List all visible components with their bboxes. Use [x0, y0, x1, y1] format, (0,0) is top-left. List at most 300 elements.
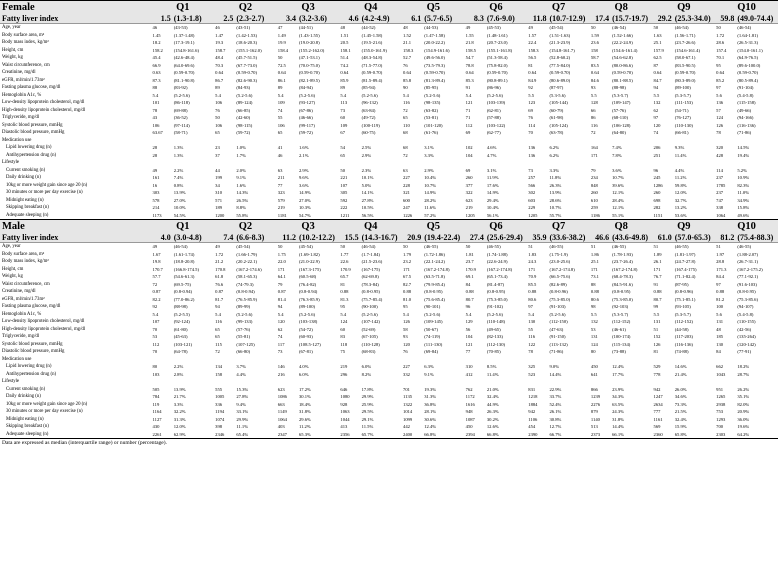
- row-value: 2.0%: [236, 167, 246, 173]
- row-value: 3.3%: [549, 167, 560, 173]
- table-row: [0, 129, 778, 137]
- row-value: 1.49: [277, 32, 286, 38]
- row-value: (0.8-0.95): [612, 289, 631, 295]
- row-value: (1.56-1.71): [674, 32, 696, 38]
- row-value: 82.2: [152, 296, 161, 302]
- row-value: (5.2-5.6): [236, 92, 253, 98]
- row-value: 784: [152, 394, 160, 400]
- lifestyle-row: [0, 197, 778, 205]
- row-value: 63: [403, 167, 408, 173]
- quantile-header: Q5: [426, 220, 441, 232]
- row-value: (58.0-67.1): [674, 55, 696, 61]
- row-value: 50: [590, 25, 596, 31]
- row-value: 69: [465, 130, 471, 136]
- row-value: 80: [152, 364, 158, 370]
- row-value: (60-79): [549, 107, 564, 113]
- row-value: 85.9: [340, 77, 349, 83]
- row-value: 1293: [716, 416, 726, 422]
- row-value: 158.2: [152, 47, 163, 53]
- row-value: (24.7-27.8): [674, 259, 696, 265]
- row-value: 64.2%: [737, 431, 750, 437]
- quantile-median: 3.4: [285, 13, 296, 23]
- quantile-header: Q6: [489, 1, 503, 13]
- row-value: 1.89: [653, 251, 662, 257]
- row-value: (1.43-1.55): [298, 32, 320, 38]
- row-value: (21.0-22.9): [298, 259, 320, 265]
- lifestyle-row: [0, 393, 778, 401]
- row-value: (68-83): [361, 349, 376, 355]
- row-value: 0.87: [277, 289, 286, 295]
- row-value: (75.3-85.0): [612, 296, 633, 302]
- row-value: 129: [465, 319, 473, 325]
- row-label: Body surface area, m²: [2, 32, 45, 38]
- quantile-range: (57.0-65.3): [674, 232, 711, 242]
- row-value: 117: [277, 341, 285, 347]
- row-value: 2303: [716, 431, 726, 437]
- row-value: 1.45: [152, 32, 161, 38]
- row-value: 10.4%: [486, 205, 499, 211]
- row-value: 58.7: [590, 55, 599, 61]
- row-value: 171: [277, 266, 285, 272]
- row-value: 1194: [215, 409, 225, 415]
- row-value: (44-53): [424, 25, 438, 31]
- row-value: 65.7%: [361, 431, 374, 437]
- row-value: 121: [465, 100, 473, 106]
- row-value: 569: [653, 424, 661, 430]
- row-value: (69-88): [173, 107, 188, 113]
- row-label: Age, year: [2, 25, 21, 31]
- table-row: [0, 47, 778, 55]
- row-value: 158.3: [403, 47, 414, 53]
- row-value: 260: [653, 190, 661, 196]
- row-value: 19.3%: [424, 386, 437, 392]
- row-value: (167.3-175): [298, 266, 321, 272]
- row-value: 29.4%: [486, 197, 499, 203]
- row-value: (45-53): [486, 25, 501, 31]
- row-value: 106: [215, 100, 223, 106]
- row-value: (75.3-85.0): [549, 296, 571, 302]
- row-value: 22.6: [340, 259, 349, 265]
- row-value: (57-76): [236, 326, 251, 332]
- row-value: (1.47-1.58): [424, 32, 445, 38]
- row-value: 70.3: [215, 62, 224, 68]
- row-value: (91.6-103): [737, 281, 757, 287]
- row-value: 124: [716, 115, 724, 121]
- row-value: 76: [403, 62, 408, 68]
- row-value: (46-54): [612, 25, 626, 31]
- row-label: Age, year: [2, 244, 21, 250]
- row-value: 110: [403, 122, 410, 128]
- row-value: 12.0%: [674, 190, 687, 196]
- row-value: 5.2%: [737, 167, 747, 173]
- quantile-range: (49.0-74.4): [737, 13, 774, 23]
- row-value: 31.8%: [612, 416, 624, 422]
- row-value: 1.75: [277, 251, 286, 257]
- row-value: 66.1%: [612, 431, 624, 437]
- row-value: 21.7%: [173, 394, 186, 400]
- row-value: (5.2-5.6): [486, 311, 503, 317]
- row-value: (46-54): [674, 25, 689, 31]
- row-label: Diastolic blood pressure, mmHg: [2, 130, 65, 136]
- row-value: (94-166): [737, 115, 754, 121]
- row-value: 74: [277, 107, 283, 113]
- row-value: (97-114): [173, 122, 190, 128]
- row-value: (5.4-5.8): [737, 92, 754, 98]
- row-value: 1044: [340, 416, 350, 422]
- row-value: (49-65): [486, 326, 501, 332]
- row-value: 1135: [403, 394, 413, 400]
- row-value: (71-86): [737, 130, 752, 136]
- table-row: [0, 92, 778, 100]
- row-value: 70: [528, 130, 533, 136]
- row-value: 114: [528, 122, 535, 128]
- row-value: (80.5-89.4): [737, 77, 759, 83]
- sex-label: Male: [2, 220, 25, 232]
- row-value: 70.1: [716, 55, 725, 61]
- row-value: (116-136): [737, 122, 756, 128]
- row-value: (0.8-0.94): [173, 289, 193, 295]
- row-value: 170.8: [215, 266, 226, 272]
- medication-row: [0, 363, 778, 371]
- row-value: 65.3%: [298, 431, 311, 437]
- row-value: (81.1-90.8): [173, 77, 195, 83]
- row-value: 227: [403, 364, 410, 370]
- quantile-range: (15.7-19.7): [612, 13, 649, 23]
- row-value: 31.8%: [298, 409, 311, 415]
- row-value: 942: [528, 409, 536, 415]
- row-value: (46-55): [737, 244, 752, 250]
- row-value: (167.2-175.2): [737, 266, 763, 272]
- row-value: 245: [653, 175, 661, 181]
- row-value: 19.8: [152, 259, 161, 265]
- row-value: (45-54): [298, 244, 313, 250]
- row-value: (110-130): [674, 122, 693, 128]
- row-value: (0.8-0.95): [737, 289, 756, 295]
- row-value: (21.5-23.6): [361, 259, 383, 265]
- row-value: 21.2: [215, 259, 224, 265]
- row-value: 77: [277, 182, 283, 188]
- row-value: (46-61): [612, 326, 626, 332]
- row-value: (89-100): [298, 304, 316, 310]
- row-value: 1.83: [528, 251, 537, 257]
- quantile-median: 35.9: [532, 232, 547, 242]
- row-value: 56.5%: [361, 212, 374, 218]
- row-value: 76: [403, 349, 408, 355]
- row-value: 1785: [716, 182, 726, 188]
- row-value: (101-120): [424, 122, 443, 128]
- quantile-range: (19.4-22.4): [424, 232, 461, 242]
- row-value: 610: [590, 197, 598, 203]
- quantile-header: Q8: [614, 220, 628, 232]
- lifestyle-row: [0, 408, 778, 416]
- row-value: 88: [152, 85, 158, 91]
- sex-label: Female: [2, 1, 35, 13]
- row-value: 1.79: [403, 251, 412, 257]
- row-value: 69: [528, 107, 533, 113]
- row-value: 94: [215, 304, 220, 310]
- row-value: (82.6-90.3): [236, 77, 258, 83]
- row-value: 19.9: [277, 40, 286, 46]
- row-value: 118: [340, 341, 348, 347]
- row-value: 67.5: [403, 274, 412, 280]
- row-value: 1161: [653, 416, 663, 422]
- row-value: 116: [403, 100, 410, 106]
- row-value: (112-130): [486, 341, 506, 347]
- row-value: 848: [590, 182, 598, 188]
- quantile-range: (5.7-6.5): [424, 13, 453, 23]
- row-value: (58.1-65.3): [236, 274, 258, 280]
- row-value: 83: [340, 334, 345, 340]
- row-value: (19.0-20.8): [298, 40, 320, 46]
- row-value: (1.48-1.61): [486, 32, 508, 38]
- row-value: 60: [340, 326, 345, 332]
- row-value: 1.6%: [298, 145, 309, 151]
- row-value: 2634: [653, 401, 663, 407]
- row-value: 5.4: [340, 92, 347, 98]
- row-value: 1164: [152, 409, 162, 415]
- table-row: [0, 296, 778, 304]
- row-value: (44-58): [674, 326, 689, 332]
- row-value: 88: [590, 281, 596, 287]
- row-value: 36.8%: [424, 401, 437, 407]
- row-value: (57-88): [486, 115, 501, 121]
- row-value: 80.7: [465, 296, 474, 302]
- row-value: (5.2-5.6): [424, 92, 441, 98]
- row-value: 119: [152, 401, 160, 407]
- row-label: eGFR, ml/min/1.73m²: [2, 296, 45, 302]
- row-value: (54-71): [674, 107, 689, 113]
- row-value: 57: [716, 107, 721, 113]
- row-value: (110-128): [361, 341, 380, 347]
- row-value: 11.4%: [674, 152, 687, 158]
- row-value: (45-54): [236, 244, 251, 250]
- row-value: 81.2: [716, 296, 725, 302]
- row-value: 14.9%: [298, 190, 311, 196]
- row-value: 3.6%: [298, 182, 309, 188]
- row-value: (87-95): [674, 281, 689, 287]
- row-value: (0.8-0.94): [298, 289, 318, 295]
- row-value: 623: [465, 197, 473, 203]
- row-value: 879: [590, 409, 598, 415]
- row-value: (5.2-5.6): [298, 92, 316, 98]
- quantile-range: (1.3-1.8): [173, 13, 202, 23]
- row-value: 1.81: [465, 251, 474, 257]
- row-value: 4.7%: [486, 152, 497, 158]
- row-value: (48.3-54.8): [361, 55, 383, 61]
- row-value: 20.9%: [737, 409, 750, 415]
- row-value: (0.8-0.96): [674, 289, 694, 295]
- row-value: 221: [340, 175, 348, 181]
- row-value: 2390: [528, 431, 538, 437]
- row-value: 442: [403, 424, 410, 430]
- row-value: 171: [528, 266, 536, 272]
- row-value: 26.2%: [737, 386, 750, 392]
- row-value: 48: [340, 25, 345, 31]
- quantile-range: (7.6-9.0): [486, 13, 515, 23]
- row-value: 5.4: [465, 311, 472, 317]
- row-value: 112: [152, 341, 160, 347]
- row-label: Current smoking (n): [6, 386, 46, 392]
- row-value: 51: [653, 244, 659, 250]
- row-value: 33.1%: [236, 409, 249, 415]
- row-value: (46-54): [737, 25, 752, 31]
- row-value: 95: [403, 304, 408, 310]
- row-value: (76.5-85.9): [236, 296, 258, 302]
- row-value: 124: [590, 341, 598, 347]
- row-value: 2.5%: [361, 145, 372, 151]
- row-value: (71.5-77.0): [361, 62, 383, 68]
- row-value: 54.5%: [173, 212, 186, 218]
- row-value: (154.0-161.1): [737, 47, 763, 53]
- row-value: 78: [716, 130, 721, 136]
- row-value: (105-144): [549, 100, 568, 106]
- row-value: 234: [590, 175, 598, 181]
- row-value: 5.5: [590, 92, 597, 98]
- row-value: (1.78-1.93): [612, 251, 633, 257]
- row-value: 115: [215, 341, 222, 347]
- row-value: 51: [528, 244, 533, 250]
- row-value: (155.1-161.8): [486, 47, 513, 53]
- row-value: 10.7%: [424, 182, 437, 188]
- quantile-range: (2.3-2.7): [236, 13, 265, 23]
- row-value: (108.5-127): [298, 341, 321, 347]
- row-value: (89-124): [236, 100, 253, 106]
- row-value: (46-54): [173, 244, 188, 250]
- table-row: [0, 258, 778, 266]
- row-value: (167.2-174.8): [486, 266, 513, 272]
- medication-title-row: [0, 137, 778, 145]
- lifestyle-row: [0, 423, 778, 431]
- row-value: 228: [403, 182, 410, 188]
- row-value: 377: [465, 182, 473, 188]
- row-value: 555: [215, 386, 223, 392]
- quantile-header: Q8: [614, 1, 628, 13]
- row-value: 430: [152, 424, 160, 430]
- row-value: 28.4%: [612, 197, 624, 203]
- row-value: (86-96): [486, 85, 501, 91]
- lifestyle-row: [0, 182, 778, 190]
- quantile-range: (10.7-12.9): [549, 13, 586, 23]
- row-value: 1322: [403, 401, 413, 407]
- row-value: 338: [716, 205, 724, 211]
- row-value: 18.2: [152, 40, 161, 46]
- row-value: 171: [403, 266, 410, 272]
- row-value: 9.1%: [236, 175, 246, 181]
- row-value: 82.0%: [737, 401, 750, 407]
- row-value: 29.6%: [298, 416, 311, 422]
- row-value: 73.1: [590, 274, 599, 280]
- row-value: (22.2-24.9): [612, 40, 633, 46]
- quantile-header: Q6: [489, 220, 503, 232]
- row-value: 321: [403, 190, 410, 196]
- row-value: (77.5-84.0): [549, 62, 571, 68]
- row-value: 48.4: [215, 55, 224, 61]
- row-value: (86-118): [173, 100, 190, 106]
- quantile-header: Q1: [176, 1, 190, 13]
- row-value: 34.3%: [612, 394, 624, 400]
- row-value: (81.3-89.4): [424, 77, 445, 83]
- row-value: 85.5: [528, 281, 537, 287]
- row-value: 1.97: [716, 251, 725, 257]
- row-value: 1.3%: [173, 145, 184, 151]
- row-value: (92-124): [173, 319, 190, 325]
- quantile-median: 17.4: [595, 13, 610, 23]
- row-value: (167.2-174.6): [236, 266, 262, 272]
- row-value: (117-203): [674, 334, 693, 340]
- row-value: 53.6%: [674, 212, 687, 218]
- row-value: 5.5: [590, 311, 597, 317]
- row-value: (0.59-0.70): [298, 70, 320, 76]
- row-value: 9.0%: [549, 364, 560, 370]
- row-value: (62-69.8): [361, 274, 379, 280]
- table-row: [0, 114, 778, 122]
- row-label: Midnight eating (n): [6, 416, 44, 422]
- row-value: 50: [277, 244, 283, 250]
- row-value: 93: [403, 334, 408, 340]
- row-value: (67-86): [298, 107, 313, 113]
- quantile-median: 29.2: [657, 13, 672, 23]
- row-label: Triglyceride, mg/dl: [2, 334, 40, 340]
- row-value: 0.64: [465, 70, 474, 76]
- row-value: 10.4%: [424, 175, 437, 181]
- quantile-header: Q10: [737, 1, 756, 13]
- row-value: (42.6-48.4): [173, 55, 195, 61]
- row-value: (74-79.3): [236, 281, 254, 287]
- table-row: [0, 273, 778, 281]
- row-value: (75.3-85.6): [737, 296, 759, 302]
- row-value: (23.7-26.6): [674, 40, 696, 46]
- row-value: 30.1%: [298, 394, 311, 400]
- row-value: 76.6: [215, 281, 224, 287]
- row-value: 158: [590, 47, 598, 53]
- row-value: (110-155): [737, 319, 756, 325]
- row-value: 14.9%: [424, 190, 437, 196]
- row-value: (167.4-175): [674, 266, 697, 272]
- row-value: 19.3: [215, 40, 224, 46]
- table-row: [0, 311, 778, 319]
- row-value: 81: [653, 349, 659, 355]
- lifestyle-row: [0, 416, 778, 424]
- row-value: (1.42-1.53): [236, 32, 258, 38]
- row-value: 53: [590, 326, 596, 332]
- row-value: 82.7: [403, 281, 412, 287]
- quantile-median: 7.4: [223, 232, 234, 242]
- row-value: 49: [152, 244, 158, 250]
- row-value: (64-78): [173, 349, 188, 355]
- row-value: (1.7-1.84): [361, 251, 380, 257]
- row-value: 14.1%: [361, 190, 374, 196]
- row-value: 50: [465, 244, 471, 250]
- row-value: 65: [277, 130, 283, 136]
- row-value: 17.6%: [486, 182, 499, 188]
- row-value: (46-55): [549, 244, 564, 250]
- row-value: 100: [716, 304, 724, 310]
- row-value: (5.3-5.7): [674, 311, 691, 317]
- row-value: 91: [653, 281, 659, 287]
- row-value: 260: [590, 190, 598, 196]
- row-value: 130: [716, 341, 724, 347]
- row-value: 57.7: [152, 274, 161, 280]
- row-value: (115-134): [612, 341, 631, 347]
- row-value: 0.64: [215, 70, 224, 76]
- row-value: (1.72-1.86): [424, 251, 445, 257]
- row-label: Antihypertension drug (n): [6, 152, 57, 158]
- row-value: 2.9%: [361, 152, 372, 158]
- row-value: 8.8%: [236, 205, 246, 211]
- row-value: 1099: [403, 416, 413, 422]
- row-value: 1064: [277, 416, 287, 422]
- row-value: (92-103): [612, 304, 629, 310]
